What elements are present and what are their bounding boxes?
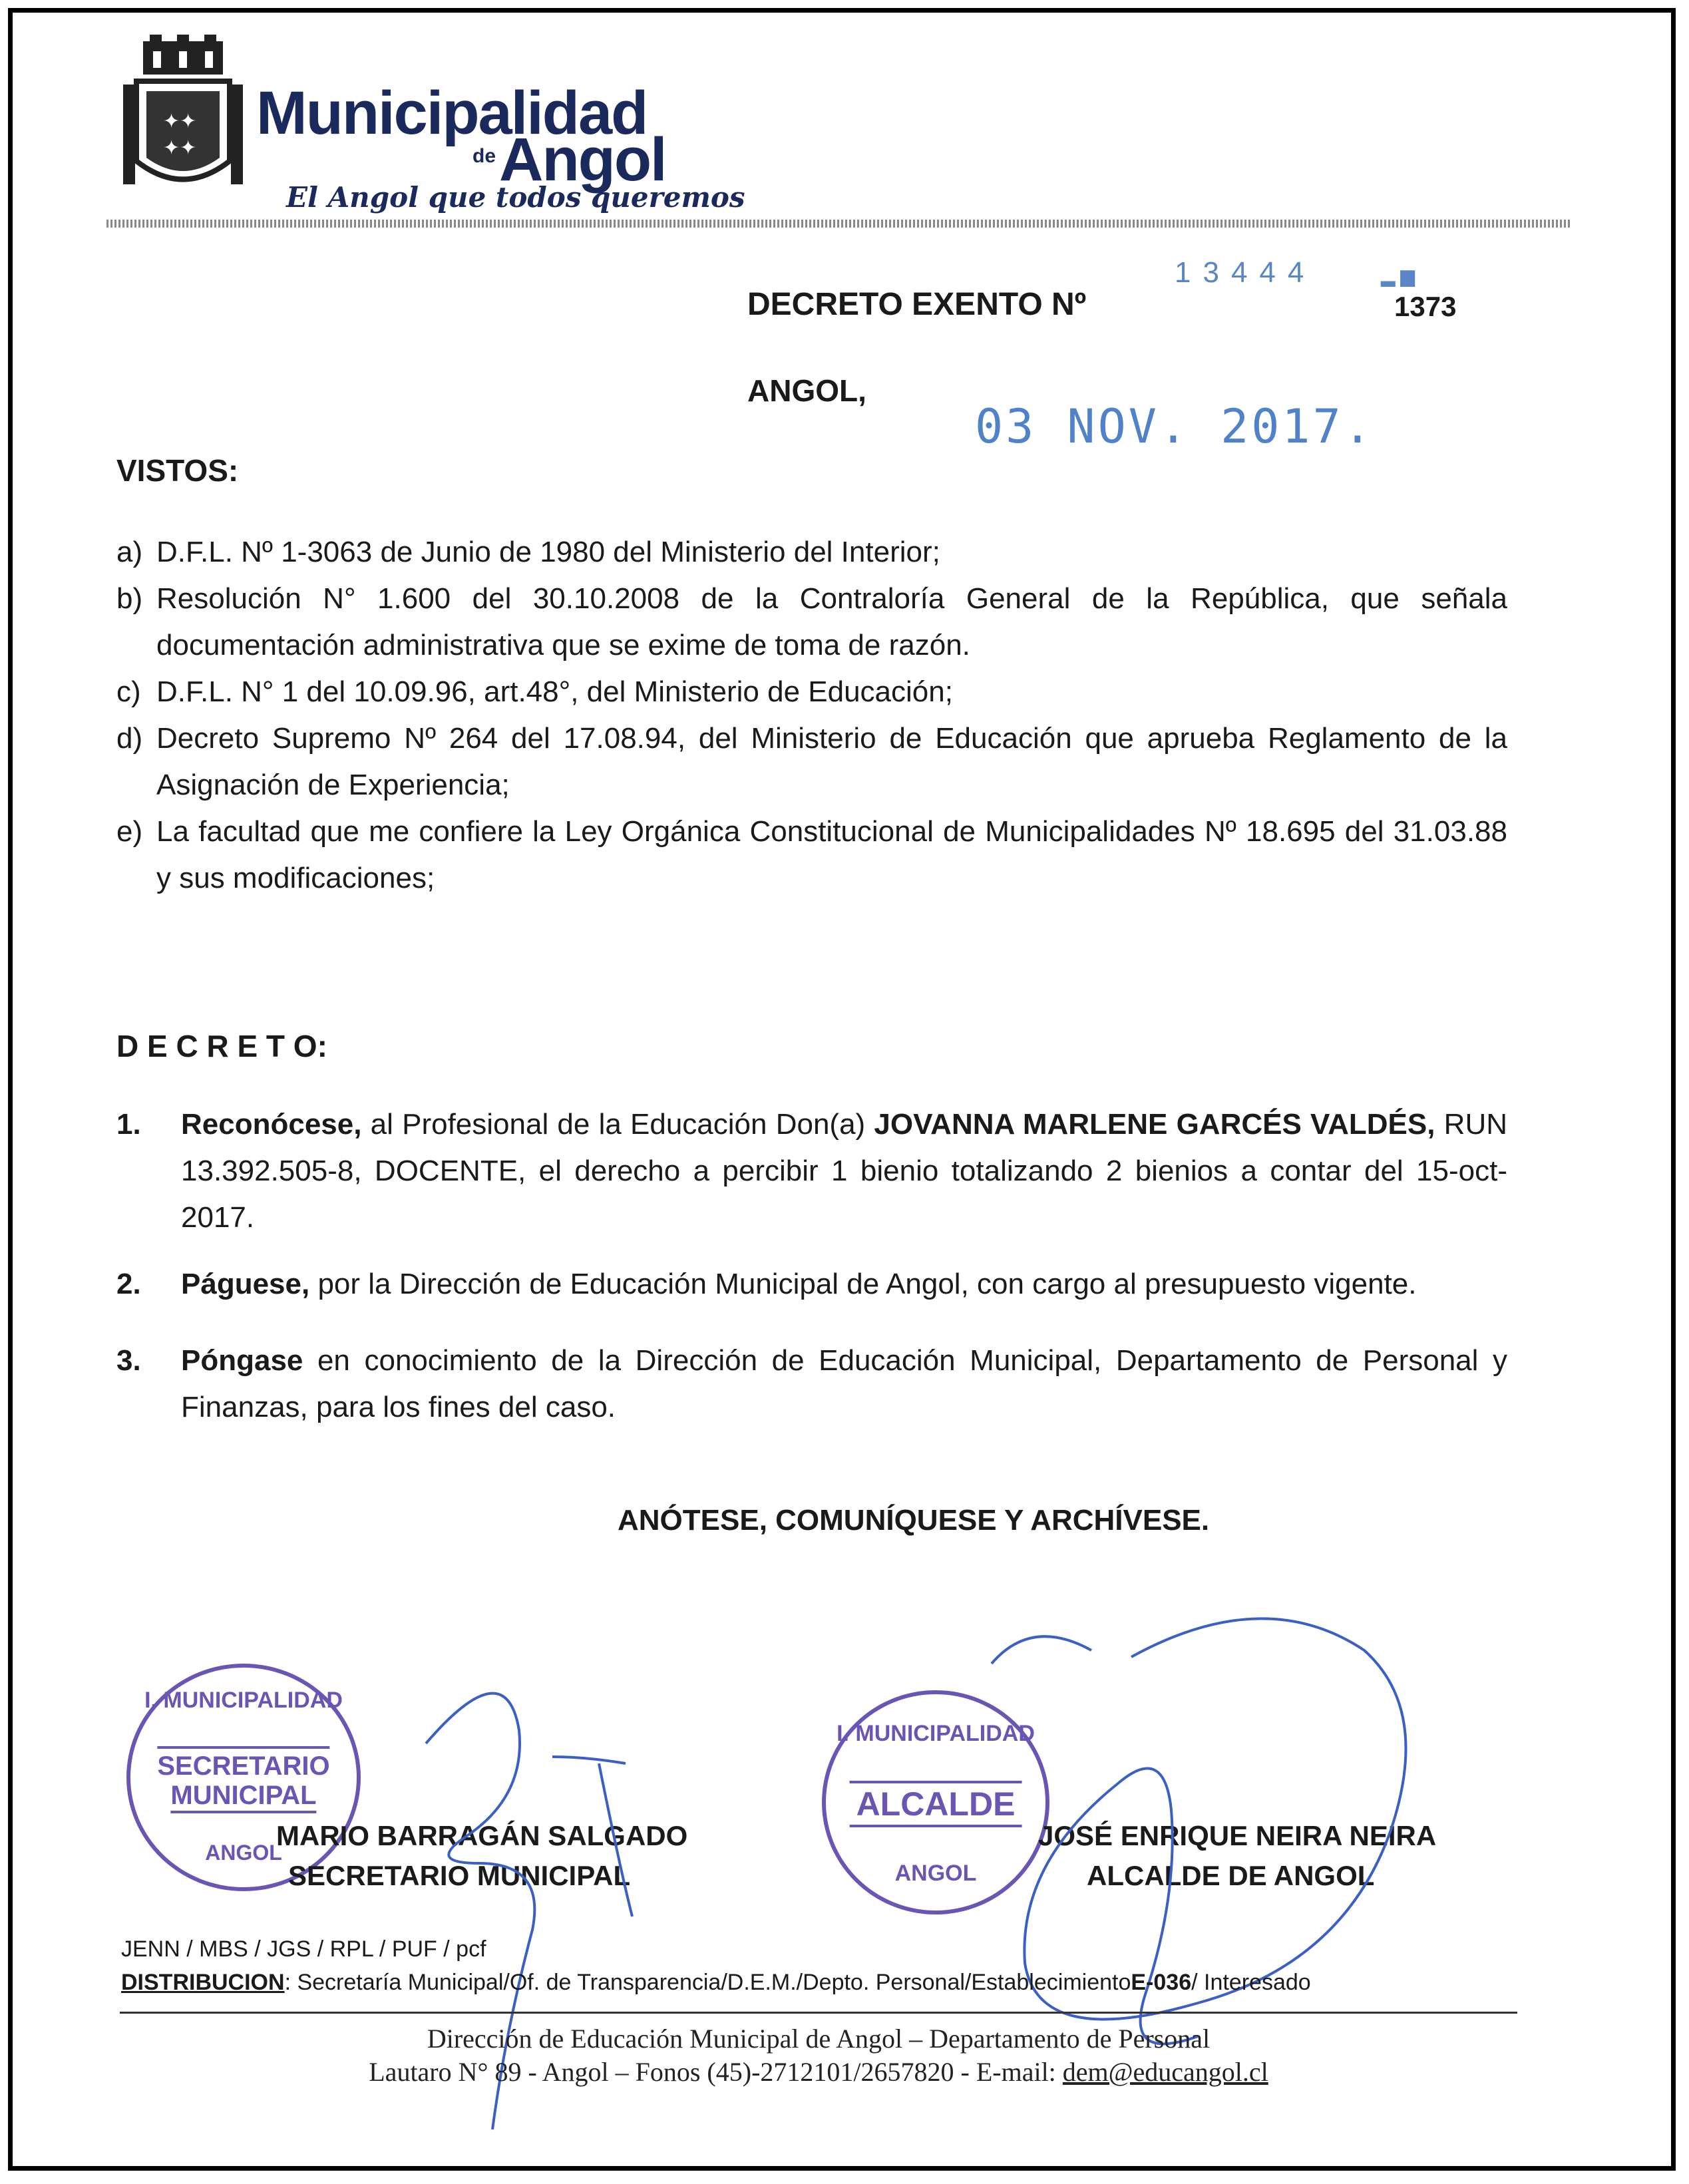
alcalde-title: ALCALDE DE ANGOL (1087, 1860, 1375, 1891)
svg-text:✦✦: ✦✦ (163, 110, 197, 132)
item-text (181, 1261, 1507, 1308)
item-text: Decreto Supremo Nº 264 del 17.08.94, del Ministerio de Educación que aprueba Reglamento de la Asignación de Experiencia; (156, 722, 1507, 801)
place: ANGOL, (747, 373, 866, 408)
footer-divider (120, 2012, 1517, 2014)
item-label: a) (116, 536, 143, 568)
decreto-item-1 (116, 1101, 1507, 1241)
secretario-name: MARIO BARRAGÁN SALGADO (276, 1820, 688, 1851)
item-body: al Profesional de la Educación Don(a) (361, 1108, 874, 1141)
secretario-seal (126, 1664, 361, 1891)
distribution-code: E-036 (1131, 1970, 1192, 1995)
secretario-title: SECRETARIO MUNICIPAL (288, 1860, 631, 1891)
svg-text:✦✦: ✦✦ (163, 137, 197, 159)
distribution-text: / Interesado (1191, 1970, 1311, 1995)
seal-middle-text: MUNICIPAL (170, 1781, 316, 1813)
distribution-label: DISTRIBUCION (121, 1970, 285, 1995)
item-label: e) (116, 815, 143, 848)
item-text: Resolución N° 1.600 del 30.10.2008 de la Contraloría General de la República, que señala documentación administrativa que se exime de toma de razón. (156, 582, 1507, 661)
seal-top-text: I. MUNICIPALIDAD (837, 1721, 1035, 1746)
list-item (116, 669, 1507, 715)
footer-line-1: Dirección de Educación Municipal de Angol – Departamento de Personal (427, 2024, 1211, 2054)
item-body: RUN 13.392.505-8, DOCENTE, el derecho a percibir 1 bienio totalizando 2 bienios a contar del 15-oct-2017. (181, 1108, 1507, 1234)
header-divider (106, 220, 1571, 228)
brand-de: de (472, 145, 496, 167)
item-label: c) (116, 675, 141, 708)
closing-formula: ANÓTESE, COMUNÍQUESE Y ARCHÍVESE. (618, 1504, 1210, 1537)
vistos-heading: VISTOS: (116, 453, 239, 488)
distribution (121, 1970, 1311, 1996)
decreto-item-2 (116, 1261, 1507, 1308)
alcalde-seal (822, 1690, 1049, 1914)
tagline: El Angol que todos queremos (286, 181, 745, 214)
distribution-text: : Secretaría Municipal/Of. de Transparencia/D.E.M./Depto. Personal/Establecimiento (284, 1970, 1131, 1995)
list-item (116, 809, 1507, 902)
seal-middle-text: SECRETARIO (157, 1746, 329, 1781)
brand-name: Municipalidad (256, 79, 648, 147)
seal-top-text: I. MUNICIPALIDAD (144, 1688, 343, 1713)
decree-number: 1373 (1394, 291, 1457, 322)
item-lead: Páguese, (181, 1268, 310, 1300)
item-text: La facultad que me confiere la Ley Orgánica Constitucional de Municipalidades Nº 18.695 del 31.03.88 y sus modificaciones; (156, 815, 1507, 894)
item-body: por la Dirección de Educación Municipal de Angol, con cargo al presupuesto vigente. (309, 1268, 1417, 1300)
seal-middle-text: ALCALDE (850, 1781, 1022, 1827)
footer-address: Lautaro N° 89 - Angol – Fonos (45)-2712101/2657820 - E-mail: (369, 2057, 1063, 2087)
item-label: 2. (116, 1268, 141, 1300)
list-item (116, 576, 1507, 669)
decree-title: DECRETO EXENTO Nº (747, 287, 1087, 322)
seal-bottom-text: ANGOL (205, 1841, 282, 1865)
list-item (116, 715, 1507, 809)
list-item (116, 529, 1507, 576)
item-label: d) (116, 722, 143, 755)
stamp-number: 13444 (1175, 256, 1316, 289)
stamp-date: 03 NOV. 2017. (975, 399, 1374, 454)
item-text (181, 1338, 1507, 1431)
item-label: b) (116, 582, 143, 615)
stamp-mark-icon: ▂ ▆ (1381, 266, 1415, 286)
item-text (181, 1101, 1507, 1241)
decreto-heading: D E C R E T O: (116, 1029, 327, 1063)
vistos-list (116, 529, 1507, 902)
brand-city: Angol (499, 126, 666, 194)
initials: JENN / MBS / JGS / RPL / PUF / pcf (121, 1936, 486, 1962)
item-lead: Reconócese, (181, 1108, 362, 1141)
alcalde-name: JOSÉ ENRIQUE NEIRA NEIRA (1038, 1820, 1437, 1851)
footer-line-2 (120, 2056, 1517, 2088)
item-text: D.F.L. Nº 1-3063 de Junio de 1980 del Ministerio del Interior; (156, 536, 940, 568)
item-text: D.F.L. N° 1 del 10.09.96, art.48°, del Ministerio de Educación; (156, 675, 953, 708)
decreto-item-3 (116, 1338, 1507, 1431)
seal-bottom-text: ANGOL (894, 1861, 977, 1886)
item-lead: Póngase (181, 1344, 303, 1377)
item-label: 1. (116, 1108, 141, 1141)
footer-email-link[interactable]: dem@educangol.cl (1062, 2057, 1268, 2087)
item-body: en conocimiento de la Dirección de Educación Municipal, Departamento de Personal y Finanzas, para los fines del caso. (181, 1344, 1507, 1423)
beneficiary-name: JOVANNA MARLENE GARCÉS VALDÉS, (874, 1108, 1435, 1141)
coat-of-arms-icon (123, 35, 243, 198)
item-label: 3. (116, 1344, 141, 1377)
